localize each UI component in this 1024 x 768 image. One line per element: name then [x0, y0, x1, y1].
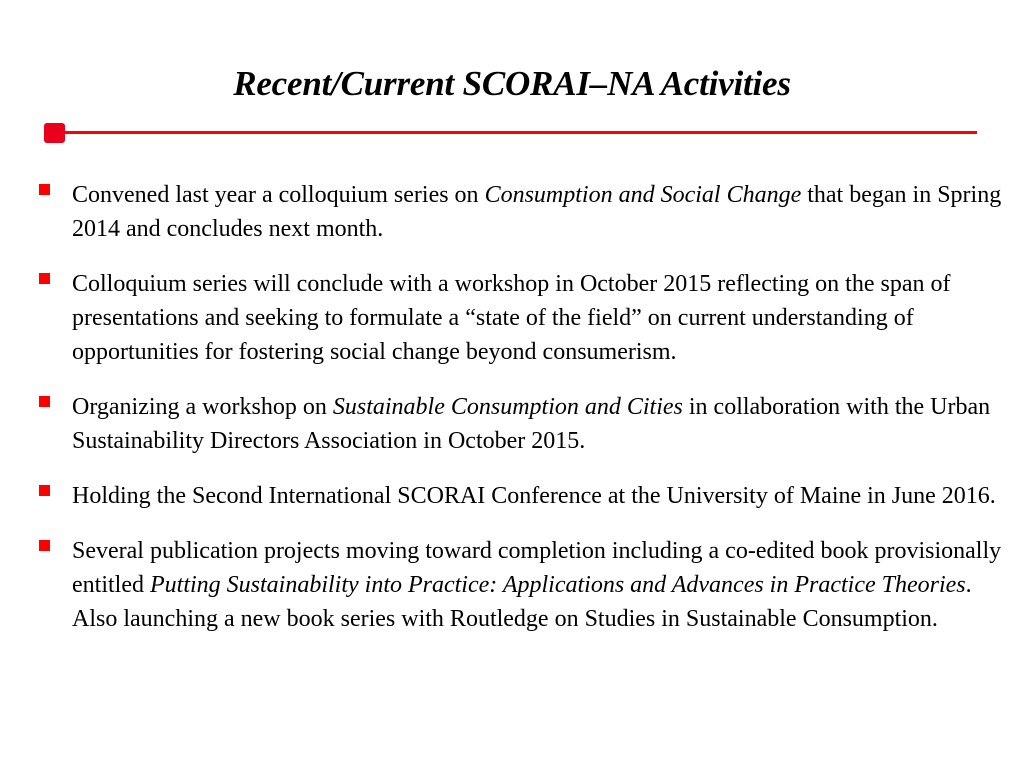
bullet-text-italic: Putting Sustainability into Practice: Applications and Advances in Practice Theories [149, 572, 966, 598]
bullet-text-part: that began in Spring 2014 and concludes next month. [72, 182, 1002, 242]
bullet-text-italic: Sustainable Consumption and Cities [332, 394, 683, 420]
bullet-text-part: Colloquium series will conclude with a workshop in October 2015 reflecting on the span of presentations and seeking to formulate a “state of the field” on current understanding of opportunities for fostering social change beyond consumerism. [72, 271, 951, 365]
bullet-text-part: Convened last year a colloquium series on [72, 182, 485, 208]
activity-bullet-4 [0, 479, 1024, 513]
bullet-square-icon [39, 540, 50, 551]
bullet-text-part: in collaboration with the Urban Sustainability Directors Association in October 2015. [72, 394, 991, 454]
bullet-square-icon [39, 396, 50, 407]
bullet-text-italic: Consumption and Social Change [484, 182, 802, 208]
title-divider-line [62, 131, 977, 134]
activity-bullet-2 [0, 267, 1024, 369]
bullet-text-part: . Also launching a new book series with Routledge on Studies in Sustainable Consumption. [72, 572, 972, 632]
activities-list [0, 178, 1024, 657]
bullet-text-part: Holding the Second International SCORAI Conference at the University of Maine in June 2016. [72, 483, 996, 509]
activity-bullet-1 [0, 178, 1024, 246]
bullet-square-icon [39, 273, 50, 284]
activity-bullet-3 [0, 390, 1024, 458]
bullet-text-part: Organizing a workshop on [72, 394, 333, 420]
bullet-text-part: Several publication projects moving toward completion including a co-edited book provisionally entitled [72, 538, 1002, 598]
bullet-square-icon [39, 184, 50, 195]
activity-bullet-5 [0, 534, 1024, 636]
slide-title: Recent/Current SCORAI–NA Activities [233, 64, 791, 103]
bullet-square-icon [39, 485, 50, 496]
